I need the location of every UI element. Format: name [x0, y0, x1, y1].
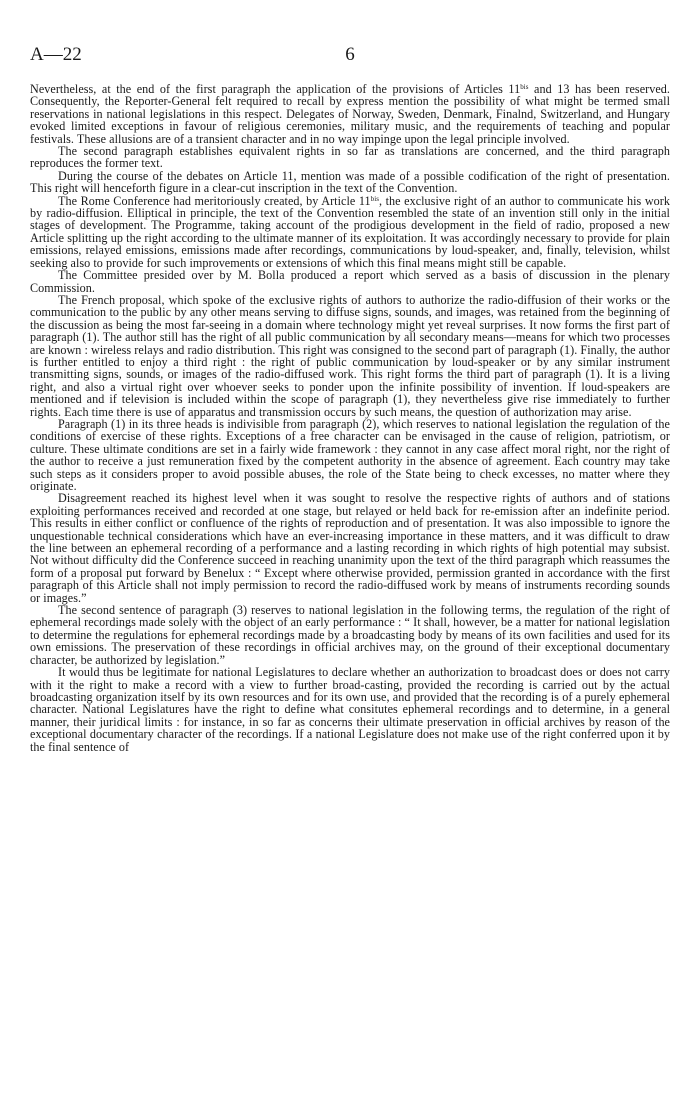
paragraph: [30, 294, 670, 418]
paragraph: [30, 269, 670, 294]
document-reference: A—22: [30, 44, 82, 65]
superscript: bis: [370, 194, 379, 203]
paragraph-text: The French proposal, which spoke of the exclusive rights of authors to authorize the radio-diffusion of their works or the communication to the public by any other means serving to diffuse signs, sounds, and images, was retained from the beginning of the discussion as being the most far-seeing in a domain where technology might yet reveal surprises. It now forms the first part of paragraph (1). The author still has the right of all public communication by all secondary means—means for which two processes are known : wireless relays and radio distribution. This right was consigned to the second part of paragraph (1). Finally, the author is further entitled to enjoy a third right : the right of public communication by loud-speaker or by any similar instrument transmitting signs, sounds, or images of the radio-diffused work. This right forms the third part of paragraph (1). It is a living right, and also a virtual right over whoever seeks to ponder upon the infinite possibility of invention. If loud-speakers are mentioned and if television is included within the scope of paragraph (1), they nevertheless give rise immediately to further rights. Each time there is use of apparatus and transmission occurs by such means, the question of authorization may arise.: [30, 292, 670, 419]
paragraph-text: The Rome Conference had meritoriously created, by Article 11: [58, 193, 371, 208]
body-text: [30, 83, 670, 753]
superscript: bis: [520, 83, 529, 91]
paragraph-text: and 13 has been reserved. Consequently, the Reporter-General felt required to recall by express mention the possibility of what might be termed small reservations in national legislations in this respect. Delegates of Norway, Sweden, Denmark, Finalnd, Switzerland, and Hungary evoked limited exceptions in favour of religious ceremonies, military music, and the requirements of teaching and popular festivals. These allusions are of a transient character and in no way impinge upon the legal principle involved.: [30, 82, 671, 146]
paragraph: [30, 83, 670, 145]
paragraph: [30, 170, 670, 195]
paragraph-text: It would thus be legitimate for national Legislatures to declare whether an authorization to broadcast does or does not carry with it the right to make a record with a view to further broad-casting, provided the recording is carried out by the actual broadcasting organization itself by its own resources and for its own use, and provided that the recording is of a purely ephemeral character. National Legislatures have the right to define what consitutes ephemeral recordings and to determine, in a general manner, their juridical limits : for instance, in so far as concerns their ultimate preservation in official archives by reason of the exceptional documentary character of the recordings. If a national Legislature does not make use of the right conferred upon it by the final sentence of: [30, 665, 670, 754]
paragraph-text: The second sentence of paragraph (3) reserves to national legislation in the following terms, the regulation of the right of ephemeral recordings made solely with the object of an early performance : “ It shall, however, be a matter for national legislation to determine the regulations for ephemeral recordings made by a broadcasting body by means of its own facilities and used for its own emissions. The preservation of these recordings in official archives may, on the ground of their exceptional documentary character, be authorized by legislation.”: [30, 603, 670, 667]
paragraph-text: The second paragraph establishes equivalent rights in so far as translations are concerned, and the third paragraph reproduces the former text.: [30, 144, 670, 171]
paragraph-text: Paragraph (1) in its three heads is indivisible from paragraph (2), which reserves to national legislation the regulation of the conditions of exercise of these rights. Exceptions of a free character can be envisaged in the cause of religion, patriotism, or culture. These ultimate conditions are set in a fairly wide framework : they cannot in any case affect moral right, nor the right of the author to receive a just remuneration fixed by the competent authority in the absence of agreement. Each country may take such steps as it considers proper to avoid possible abuses, the role of the State being to check excesses, no matter where they originate.: [30, 416, 670, 493]
paragraph: [30, 604, 670, 666]
paragraph-text: During the course of the debates on Article 11, mention was made of a possible codification of the right of presentation. This right will henceforth figure in a clear-cut inscription in the text of the Convention.: [30, 168, 670, 196]
page-number: 6: [345, 44, 355, 65]
paragraph-text: , the exclusive right of an author to communicate his work by radio-diffusion. Elliptical in principle, the text of the Convention resembled the state of an invention still only in the initial stages of development. The Programme, taking account of the prodigious development in the field of radio, proposed a new Article splitting up the right according to the ultimate manner of its exploitation. It was accordingly necessary to provide for plain emissions, relayed emissions, emissions made after recordings, communications by loud-speaker, and, finally, television, whilst seeking also to provide for such improvements or extensions of which this final means might still be capable.: [30, 193, 670, 270]
paragraph-text: Disagreement reached its highest level when it was sought to resolve the respective rights of authors and of stations exploiting performances received and recorded at one stage, but relayed or held back for re-emission after an indefinite period. This results in either conflict or confluence of the rights of reproduction and of presentation. It was also impossible to ignore the unquestionable technical considerations which have an ever-increasing importance in these matters, and it was difficult to draw the line between an ephemeral recording of a performance and a lasting recording in which rights of high potential may subsist. Not without difficulty did the Conference succeed in reaching unanimity upon the text of the third paragraph which reassumes the form of a proposal put forward by Benelux : “ Except where otherwise provided, permission granted in accordance with the first paragraph of this Article shall not imply permission to record the radio-diffused work by means of instruments recording sounds or images.”: [30, 491, 670, 605]
page-header: [30, 44, 670, 70]
paragraph: [30, 492, 670, 604]
paragraph-text: Nevertheless, at the end of the first paragraph the application of the provisions of Articles 11: [30, 82, 521, 96]
paragraph-text: The Committee presided over by M. Bolla produced a report which served as a basis of discussion in the plenary Commission.: [30, 268, 670, 295]
paragraph: [30, 195, 670, 269]
paragraph: [30, 418, 670, 492]
paragraph: [30, 145, 670, 170]
paragraph: [30, 666, 670, 753]
